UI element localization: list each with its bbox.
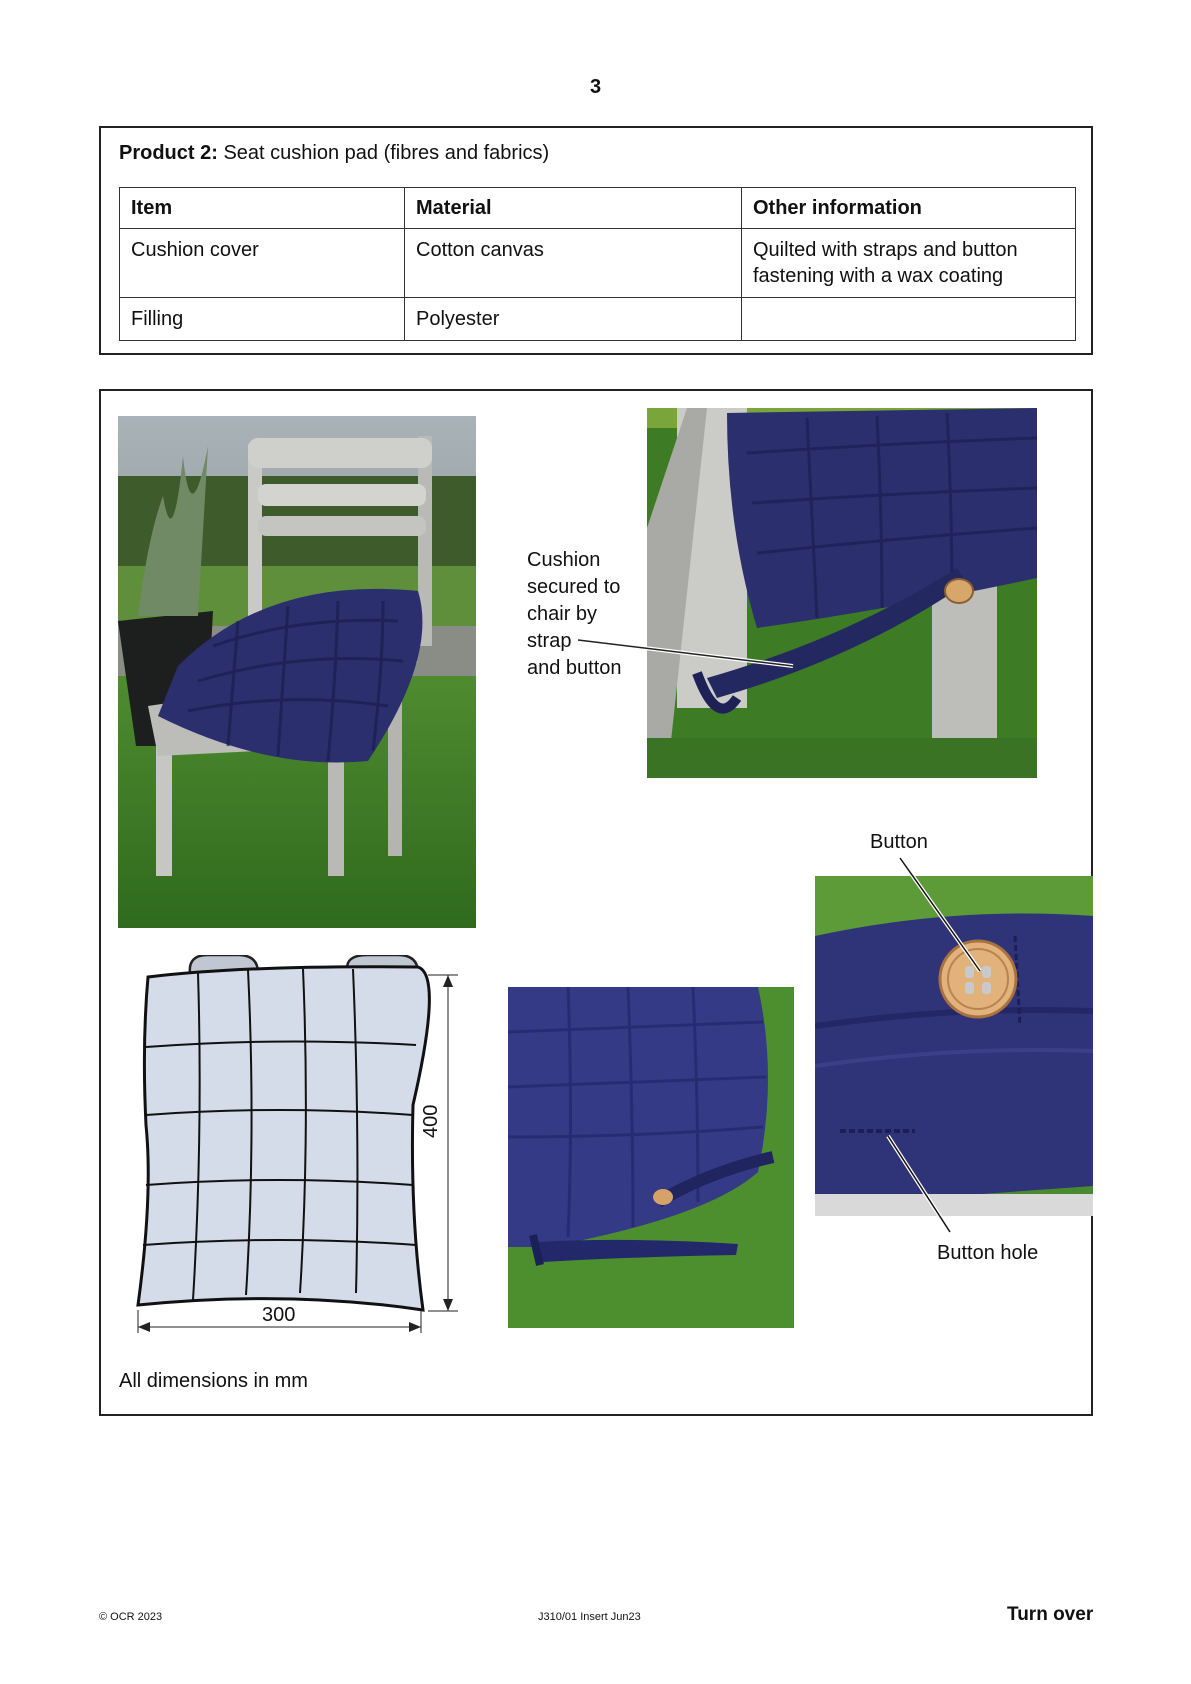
dimension-height: 400 xyxy=(420,1104,442,1138)
table-row xyxy=(120,298,1076,341)
button-leader-lines xyxy=(880,856,1000,1236)
callout-line: secured to xyxy=(527,576,621,598)
callout-strap-leader-line xyxy=(578,632,798,672)
dimension-width: 300 xyxy=(262,1304,296,1326)
header-material: Material xyxy=(405,188,742,229)
page-number: 3 xyxy=(589,76,602,98)
callout-line: strap xyxy=(527,630,572,652)
strap-closeup-photo xyxy=(647,408,1037,778)
chair-photo xyxy=(118,416,476,928)
callout-line: chair by xyxy=(527,603,598,625)
product-title xyxy=(119,142,549,165)
header-other-information: Other information xyxy=(742,188,1076,229)
cushion-on-grass-photo xyxy=(508,987,794,1328)
cell-item: Cushion cover xyxy=(120,229,405,298)
table-header-row xyxy=(120,188,1076,229)
cell-info xyxy=(742,298,1076,341)
dimensions-note: All dimensions in mm xyxy=(119,1370,308,1392)
footer-copyright: © OCR 2023 xyxy=(99,1611,163,1623)
button-label: Button xyxy=(870,831,928,853)
callout-line: and button xyxy=(527,657,622,679)
footer-turn-over: Turn over xyxy=(1007,1604,1094,1625)
footer-code: J310/01 Insert Jun23 xyxy=(538,1611,641,1623)
callout-line: Cushion xyxy=(527,549,601,571)
header-item: Item xyxy=(120,188,405,229)
product-title-rest: Seat cushion pad (fibres and fabrics) xyxy=(217,142,550,164)
cell-item: Filling xyxy=(120,298,405,341)
cushion-dimension-drawing xyxy=(128,955,468,1345)
product-info-box xyxy=(99,126,1093,355)
materials-table xyxy=(119,187,1076,341)
cell-material: Cotton canvas xyxy=(405,229,742,298)
cell-info: Quilted with straps and button fastening with a wax coating xyxy=(742,229,1076,298)
table-row xyxy=(120,229,1076,298)
cell-material: Polyester xyxy=(405,298,742,341)
button-hole-label: Button hole xyxy=(937,1242,1039,1264)
product-title-bold: Product 2: xyxy=(119,142,218,164)
